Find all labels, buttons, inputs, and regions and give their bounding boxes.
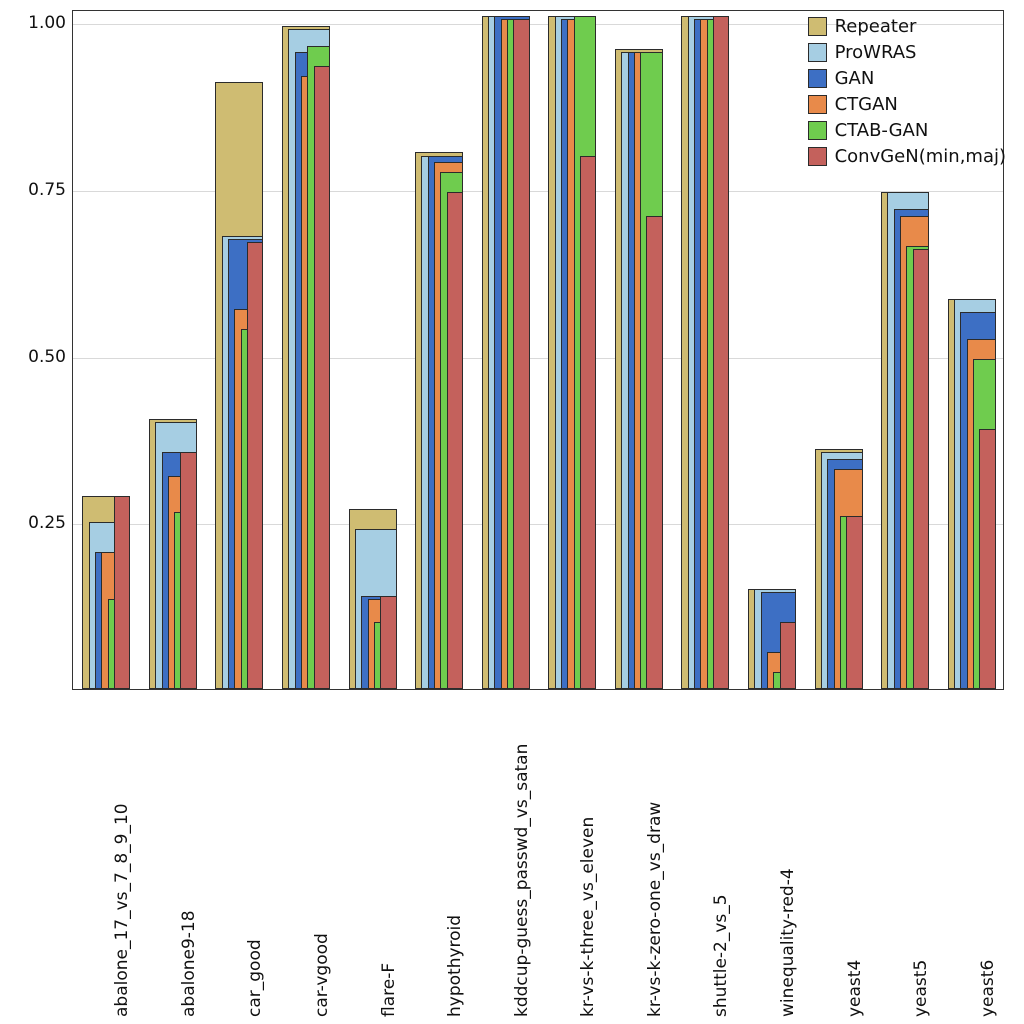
legend-item [808, 118, 1006, 142]
bar [713, 16, 729, 689]
bar-group [82, 11, 130, 689]
legend [808, 14, 1006, 168]
bar [646, 216, 662, 689]
bar [447, 192, 463, 689]
bar-group [681, 11, 729, 689]
x-tick-label: winequality-red-4 [778, 868, 798, 1017]
bar-group [415, 11, 463, 689]
x-tick-label: car-vgood [312, 933, 332, 1017]
bar [846, 516, 862, 689]
bar-group [748, 11, 796, 689]
x-tick-label: abalone_17_vs_7_8_9_10 [112, 803, 133, 1017]
legend-item [808, 40, 1006, 64]
gridline [73, 191, 1003, 192]
bar [580, 156, 596, 689]
x-tick-label: car_good [245, 939, 266, 1017]
y-axis-tick-labels [0, 10, 66, 690]
bar [380, 596, 396, 689]
x-tick-label: kr-vs-k-zero-one_vs_draw [644, 801, 665, 1017]
x-tick-label: kr-vs-k-three_vs_eleven [578, 816, 599, 1017]
legend-item [808, 14, 1006, 38]
bar [780, 622, 796, 689]
legend-swatch [808, 17, 827, 36]
legend-label: CTGAN [834, 93, 898, 115]
bar [314, 66, 330, 689]
y-tick-label: 0.50 [28, 346, 66, 367]
legend-label: GAN [834, 67, 875, 89]
x-tick-label: abalone9-18 [178, 910, 199, 1017]
y-tick-label: 0.75 [28, 180, 66, 200]
legend-label: ProWRAS [834, 41, 917, 63]
x-axis-tick-labels [72, 692, 1004, 1022]
bar [979, 429, 995, 689]
y-tick-label: 0.25 [28, 513, 66, 534]
x-tick-label: yeast6 [977, 959, 998, 1017]
legend-swatch [808, 147, 827, 166]
legend-label: Repeater [834, 15, 917, 37]
bar [180, 452, 196, 689]
x-tick-label: hypothyroid [445, 914, 466, 1017]
bar-group [615, 11, 663, 689]
legend-swatch [808, 121, 827, 140]
gridline [73, 524, 1003, 525]
legend-label: CTAB-GAN [834, 119, 929, 141]
legend-item [808, 66, 1006, 90]
bar-group [548, 11, 596, 689]
gridline [73, 358, 1003, 359]
legend-swatch [808, 43, 827, 62]
legend-swatch [808, 95, 827, 114]
bar-group [149, 11, 197, 689]
y-tick-label: 1.00 [28, 13, 66, 34]
bar-group [215, 11, 263, 689]
bar [247, 242, 263, 689]
x-tick-label: yeast4 [844, 959, 865, 1017]
bar [513, 19, 529, 689]
bar-group [482, 11, 530, 689]
bar-group [349, 11, 397, 689]
bar [913, 249, 929, 689]
x-tick-label: yeast5 [911, 959, 932, 1017]
x-tick-label: flare-F [378, 962, 399, 1017]
x-tick-label: kddcup-guess_passwd_vs_satan [511, 743, 532, 1017]
bar [114, 496, 130, 689]
legend-item [808, 144, 1006, 168]
bar-group [282, 11, 330, 689]
x-tick-label: shuttle-2_vs_5 [711, 894, 732, 1017]
legend-label: ConvGeN(min,maj) [834, 145, 1006, 167]
legend-swatch [808, 69, 827, 88]
legend-item [808, 92, 1006, 116]
